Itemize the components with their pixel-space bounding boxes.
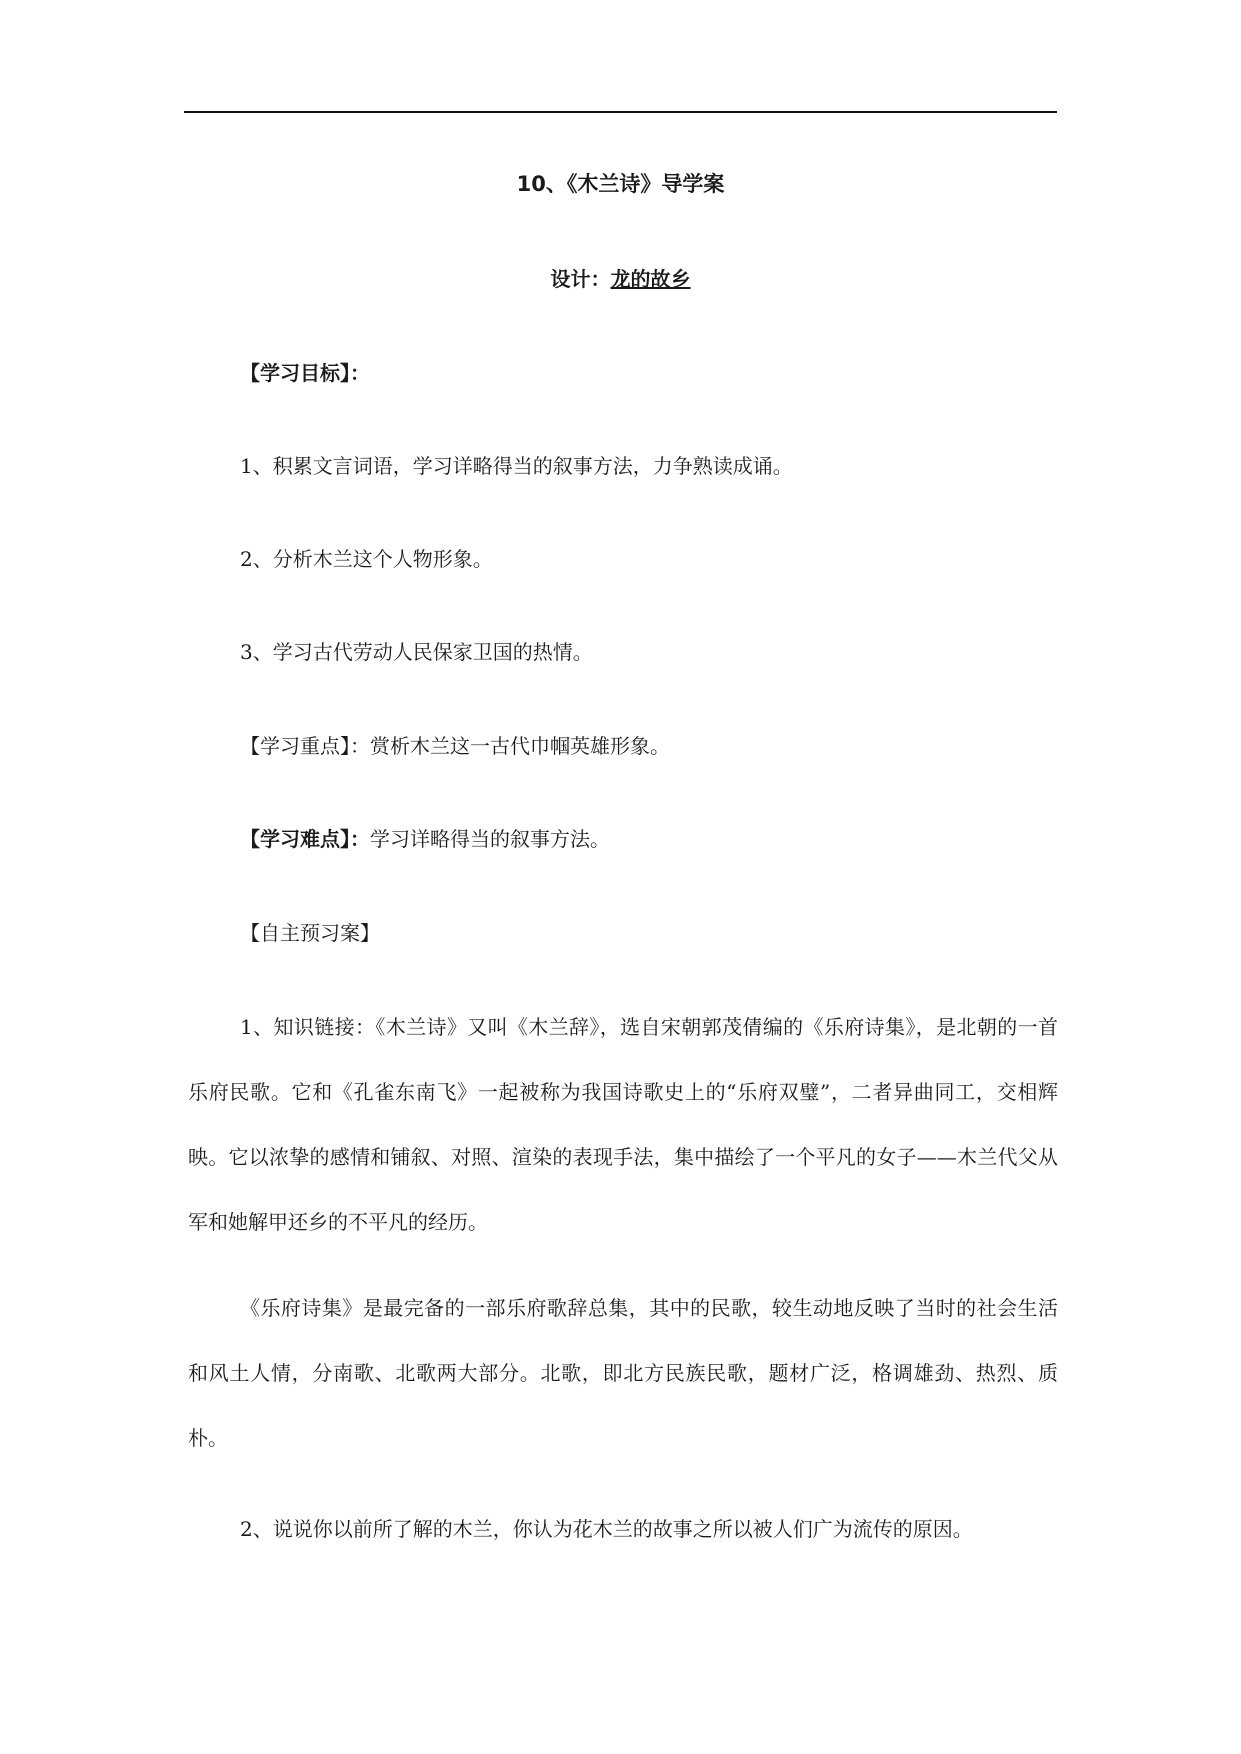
designer-label: 设计： xyxy=(550,267,611,291)
document-title: 10、《木兰诗》导学案 xyxy=(516,172,725,196)
objectives-heading: 【学习目标】： xyxy=(240,361,370,385)
question-2: 2、说说你以前所了解的木兰，你认为花木兰的故事之所以被人们广为流传的原因。 xyxy=(240,1517,973,1541)
objective-item: 1、积累文言词语，学习详略得当的叙事方法，力争熟读成诵。 xyxy=(240,454,793,478)
difficulty-text: 学习详略得当的叙事方法。 xyxy=(370,827,610,851)
key-point-label: 【学习重点】： xyxy=(240,734,370,758)
knowledge-link-paragraph: 1、知识链接：《木兰诗》又叫《木兰辞》，选自宋朝郭茂倩编的《乐府诗集》，是北朝的一首乐府民歌。它和《孔雀东南飞》一起被称为我国诗歌史上的“乐府双璧”，二者异曲同工，交相辉映。它以浓挚的感情和铺叙、对照、渲染的表现手法，集中描绘了一个平凡的女子——木兰代父从军和她解甲还乡的不平凡的经历。 xyxy=(188,1015,1058,1234)
preview-heading: 【自主预习案】 xyxy=(240,921,380,945)
objective-item: 3、学习古代劳动人民保家卫国的热情。 xyxy=(240,640,593,664)
objective-item: 2、分析木兰这个人物形象。 xyxy=(240,547,493,571)
key-point-text: 赏析木兰这一古代巾帼英雄形象。 xyxy=(370,734,670,758)
yuefu-paragraph: 《乐府诗集》是最完备的一部乐府歌辞总集，其中的民歌，较生动地反映了当时的社会生活和风土人情，分南歌、北歌两大部分。北歌，即北方民族民歌，题材广泛，格调雄劲、热烈、质朴。 xyxy=(188,1296,1058,1450)
difficulty-line xyxy=(240,823,610,852)
designer-line xyxy=(0,263,1241,292)
difficulty-label: 【学习难点】： xyxy=(240,827,370,851)
key-point-line xyxy=(240,730,670,759)
designer-name: 龙的故乡 xyxy=(610,267,691,291)
header-rule xyxy=(184,111,1057,113)
